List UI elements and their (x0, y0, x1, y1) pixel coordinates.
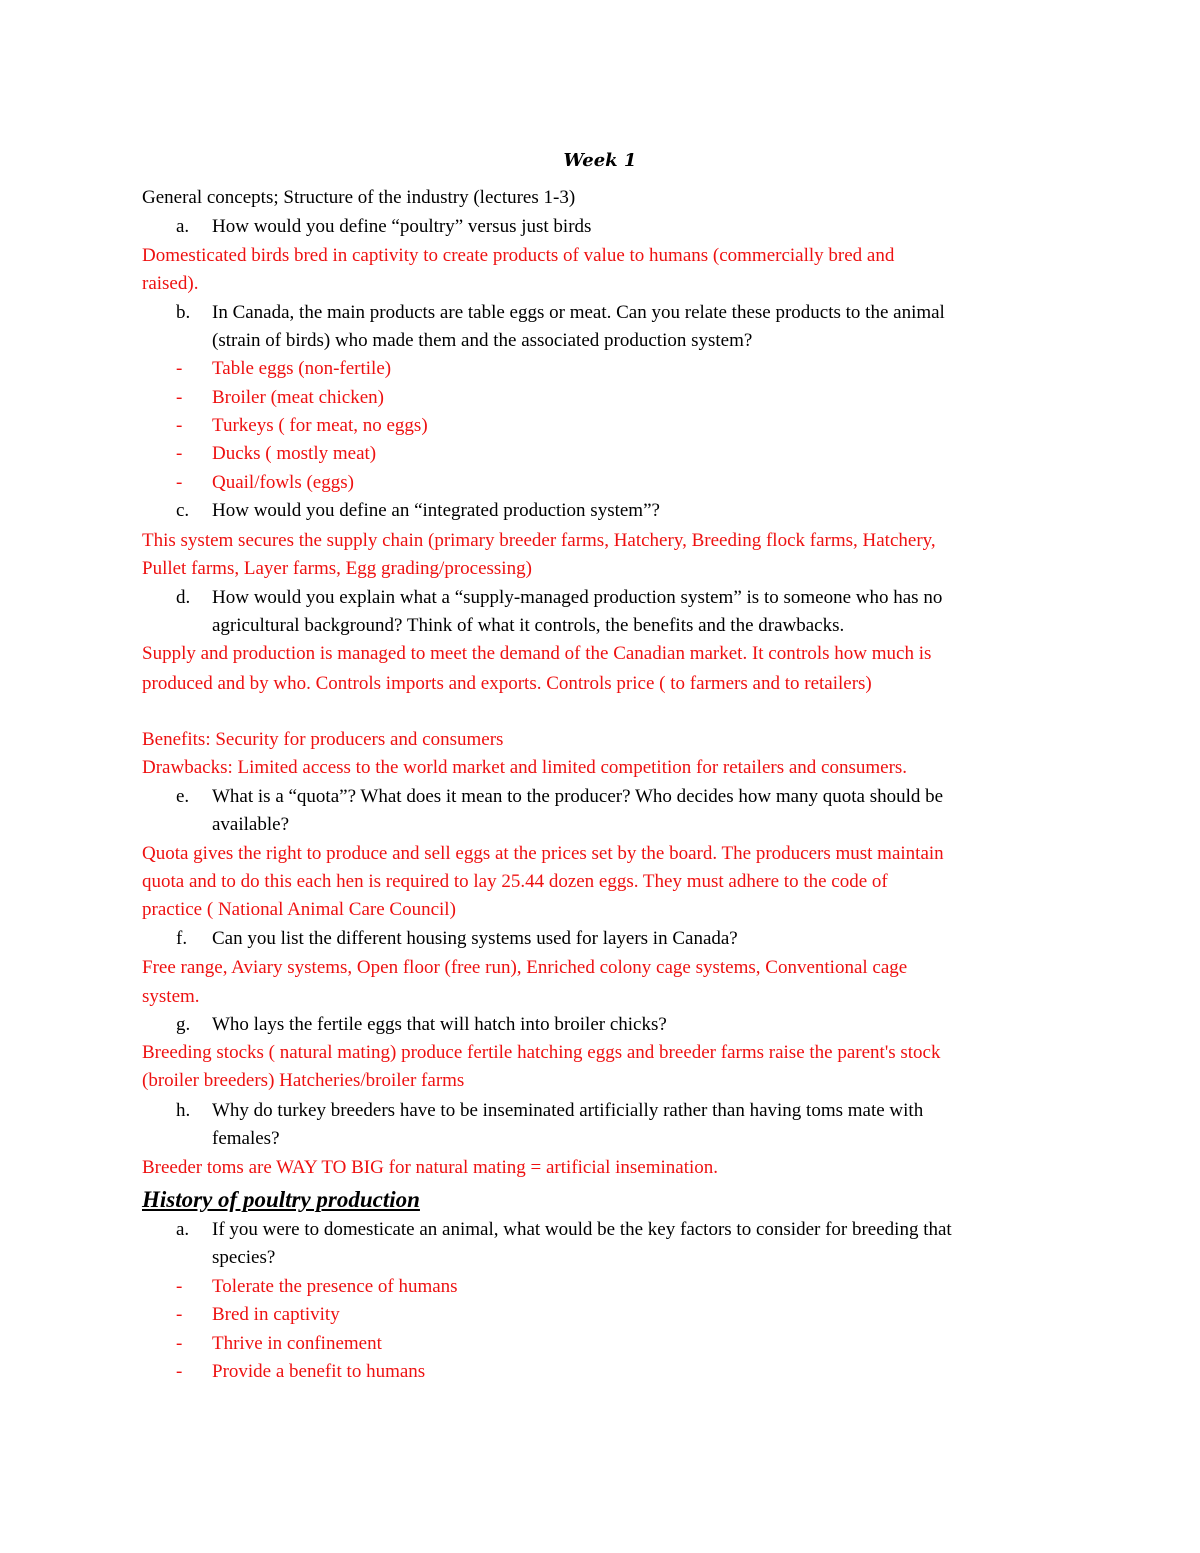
answer-g-line: Breeding stocks ( natural mating) produce fertile hatching eggs and breeder farms raise the parent's stock (142, 1042, 941, 1063)
question-h-marker: h. (176, 1100, 191, 1121)
answer2-a-item: Provide a benefit to humans (212, 1361, 426, 1382)
answer-b-item: Table eggs (non-fertile) (212, 358, 392, 379)
question-h-line: Why do turkey breeders have to be inseminated artificially rather than having toms mate with (212, 1100, 924, 1121)
question-d-line: agricultural background? Think of what it controls, the benefits and the drawbacks. (212, 615, 845, 636)
bullet-dash: - (176, 1276, 183, 1297)
question-d-line: How would you explain what a “supply-managed production system” is to someone who has no (212, 587, 943, 608)
answer2-a-item: Bred in captivity (212, 1304, 340, 1325)
answer-e-line: quota and to do this each hen is required to lay 25.44 dozen eggs. They must adhere to the code of (142, 871, 888, 892)
question-e-marker: e. (176, 786, 190, 807)
answer-c-line: This system secures the supply chain (primary breeder farms, Hatchery, Breeding flock farms, Hatchery, (142, 530, 936, 551)
bullet-dash: - (176, 415, 183, 436)
answer-g-line: (broiler breeders) Hatcheries/broiler farms (142, 1070, 465, 1091)
bullet-dash: - (176, 387, 183, 408)
question2-a-line: species? (212, 1247, 276, 1268)
question-c: How would you define an “integrated production system”? (212, 500, 660, 521)
question-e-line: What is a “quota”? What does it mean to the producer? Who decides how many quota should be (212, 786, 944, 807)
section-subtitle: General concepts; Structure of the industry (lectures 1-3) (142, 187, 576, 208)
question-b-line: (strain of birds) who made them and the associated production system? (212, 330, 753, 351)
question-e-line: available? (212, 814, 290, 835)
question-a: How would you define “poultry” versus just birds (212, 216, 592, 237)
question-d-marker: d. (176, 587, 191, 608)
question-b-marker: b. (176, 302, 191, 323)
answer-b-item: Ducks ( mostly meat) (212, 443, 377, 464)
answer-e-line: Quota gives the right to produce and sell eggs at the prices set by the board. The producers must maintain (142, 843, 944, 864)
question-f-marker: f. (176, 928, 188, 949)
question-f: Can you list the different housing systems used for layers in Canada? (212, 928, 738, 949)
question2-a-line: If you were to domesticate an animal, what would be the key factors to consider for breeding that (212, 1219, 952, 1240)
page-title: Week 1 (563, 150, 637, 171)
answer-b-item: Turkeys ( for meat, no eggs) (212, 415, 428, 436)
answer-d-line: produced and by who. Controls imports and exports. Controls price ( to farmers and to retailers) (142, 673, 872, 694)
question2-a-marker: a. (176, 1219, 190, 1240)
answer-e-line: practice ( National Animal Care Council) (142, 899, 456, 920)
bullet-dash: - (176, 358, 183, 379)
answer-b-item: Broiler (meat chicken) (212, 387, 384, 408)
question-c-marker: c. (176, 500, 190, 521)
answer-a-line: Domesticated birds bred in captivity to create products of value to humans (commercially bred and (142, 245, 895, 266)
bullet-dash: - (176, 1304, 183, 1325)
answer-a-line: raised). (142, 273, 199, 294)
question-g: Who lays the fertile eggs that will hatch into broiler chicks? (212, 1014, 667, 1035)
answer-f-line: Free range, Aviary systems, Open floor (free run), Enriched colony cage systems, Conventional cage (142, 957, 908, 978)
section-heading-history: History of poultry production (142, 1187, 420, 1212)
answer-c-line: Pullet farms, Layer farms, Egg grading/processing) (142, 558, 532, 579)
question-h-line: females? (212, 1128, 280, 1149)
question-b-line: In Canada, the main products are table eggs or meat. Can you relate these products to the animal (212, 302, 945, 323)
bullet-dash: - (176, 1361, 183, 1382)
bullet-dash: - (176, 443, 183, 464)
bullet-dash: - (176, 1333, 183, 1354)
answer-f-line: system. (142, 986, 200, 1007)
drawbacks-text: Drawbacks: Limited access to the world market and limited competition for retailers and consumers. (142, 757, 908, 778)
benefits-text: Benefits: Security for producers and consumers (142, 729, 504, 750)
answer-d-line: Supply and production is managed to meet the demand of the Canadian market. It controls how much is (142, 643, 932, 664)
answer-b-item: Quail/fowls (eggs) (212, 472, 354, 493)
question-a-marker: a. (176, 216, 190, 237)
answer2-a-item: Tolerate the presence of humans (212, 1276, 458, 1297)
answer2-a-item: Thrive in confinement (212, 1333, 382, 1354)
answer-h: Breeder toms are WAY TO BIG for natural mating = artificial insemination. (142, 1157, 719, 1178)
bullet-dash: - (176, 472, 183, 493)
question-g-marker: g. (176, 1014, 191, 1035)
